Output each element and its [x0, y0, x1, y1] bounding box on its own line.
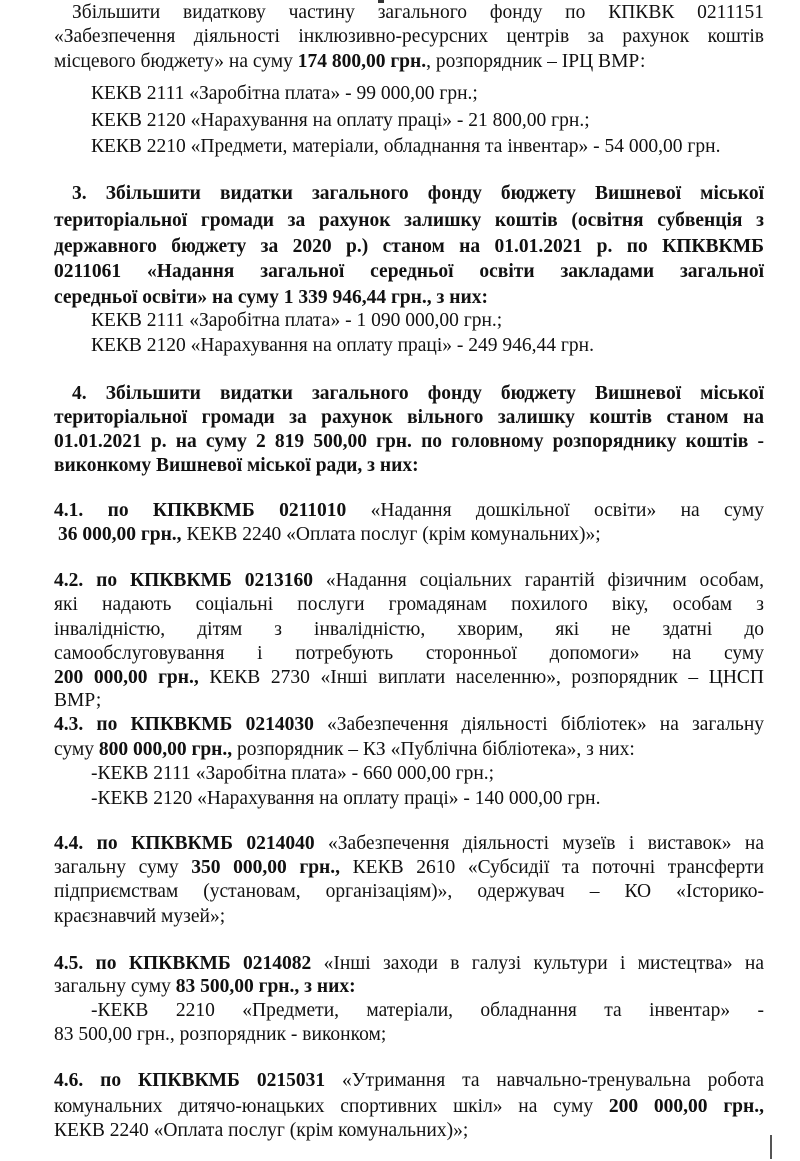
text-line	[91, 763, 691, 785]
bold-text: державного бюджету за 2020 р.) станом на 01.01.2021 р. по КПКВКМБ	[54, 236, 764, 257]
text-line	[54, 690, 254, 712]
text-line	[54, 431, 764, 453]
text-span: які надають соціальні послуги громадянам похилого віку, особам з	[54, 594, 764, 615]
text-line	[54, 667, 764, 689]
text-line	[72, 383, 764, 405]
text-line	[54, 455, 654, 477]
text-line	[54, 210, 764, 232]
text-line	[54, 643, 764, 665]
text-span: загальну суму	[54, 857, 192, 878]
bold-text: 4.6. по КПКВКМБ 0215031	[54, 1070, 326, 1091]
text-line	[54, 261, 764, 283]
text-line	[91, 1000, 764, 1022]
text-line	[54, 287, 654, 309]
text-span: КЕКВ 2240 «Оплата послуг (крім комунальних)»;	[54, 1120, 469, 1141]
bold-text: територіальної громади за рахунок залишку коштів (освітня субвенція з	[54, 210, 764, 231]
text-line	[54, 619, 764, 641]
text-span: Збільшити видаткову частину загального фонду по КПКВК 0211151	[72, 2, 764, 23]
text-span: КЕКВ 2210 «Предмети, матеріали, обладнання та інвентар» - 54 000,00 грн.	[91, 136, 721, 157]
text-line	[91, 788, 691, 810]
bold-text: 4.1. по КПКВКМБ 0211010	[54, 500, 347, 521]
bold-text: територіальної громади за рахунок вільного залишку коштів станом на	[54, 407, 764, 428]
text-span: «Утримання та навчально-тренувальна робота	[325, 1070, 764, 1091]
text-span: , розпорядник – ІРЦ ВМР:	[426, 51, 646, 72]
scan-edge-mark	[770, 1135, 772, 1159]
text-line	[54, 857, 764, 879]
bold-text: 200 000,00 грн.,	[54, 667, 199, 688]
bold-text: 800 000,00 грн.,	[98, 739, 233, 760]
text-line	[54, 1070, 764, 1092]
text-line	[91, 310, 691, 332]
text-span: розпорядник – КЗ «Публічна бібліотека», з них:	[232, 739, 635, 760]
text-line	[54, 51, 694, 73]
text-line	[54, 1096, 764, 1118]
text-line	[54, 833, 764, 855]
bold-text: 01.01.2021 р. на суму 2 819 500,00 грн. по головному розпоряднику коштів -	[54, 431, 764, 452]
bold-text: 200 000,00 грн.,	[608, 1096, 765, 1117]
text-line	[91, 110, 691, 132]
text-line	[54, 500, 764, 522]
text-line	[54, 953, 764, 975]
text-line	[91, 83, 691, 105]
text-span: загальну суму	[54, 976, 176, 997]
text-span: «Забезпечення діяльності бібліотек» на загальну	[313, 714, 764, 735]
text-line	[58, 524, 698, 546]
text-span: КЕКВ 2730 «Інші виплати населенню», розпорядник – ЦНСП	[198, 667, 764, 688]
text-span: підприємствам (установам, організаціям)», одержувач – КО «Історико-	[54, 881, 764, 902]
text-line	[91, 136, 771, 158]
text-span: «Забезпечення діяльності інклюзивно-ресурсних центрів за рахунок коштів	[54, 26, 764, 47]
text-line	[54, 594, 764, 616]
text-span: «Надання дошкільної освіти» на суму	[346, 500, 764, 521]
text-line	[54, 906, 454, 928]
text-line	[54, 26, 764, 48]
text-line	[54, 570, 764, 592]
text-line	[72, 183, 764, 205]
text-line	[72, 2, 764, 24]
bold-text: 350 000,00 грн.,	[191, 857, 341, 878]
text-span: «Інші заходи в галузі культури і мистецтва» на	[311, 953, 764, 974]
text-line	[54, 236, 764, 258]
text-span: ВМР;	[54, 690, 102, 711]
text-span: КЕКВ 2111 «Заробітна плата» - 99 000,00 грн.;	[91, 83, 478, 104]
text-span: суму	[54, 739, 99, 760]
bold-text: 4.5. по КПКВКМБ 0214082	[54, 953, 312, 974]
text-span: «Надання соціальних гарантій фізичним особам,	[312, 570, 764, 591]
text-line	[54, 976, 654, 998]
text-span: самообслуговування і потребують сторонньої допомоги» на суму	[54, 643, 764, 664]
text-line	[54, 714, 764, 736]
text-span: інвалідністю, дітям з інвалідністю, хворим, які не здатні до	[54, 619, 764, 640]
text-span: КЕКВ 2120 «Нарахування на оплату праці» - 21 800,00 грн.;	[91, 110, 590, 131]
bold-text: середньої освіти» на суму 1 339 946,44 грн., з них:	[54, 287, 488, 308]
bold-text: 4.3. по КПКВКМБ 0214030	[54, 714, 314, 735]
text-span: -КЕКВ 2210 «Предмети, матеріали, обладнання та інвентар» -	[91, 1000, 764, 1021]
text-span: -КЕКВ 2111 «Заробітна плата» - 660 000,00 грн.;	[91, 763, 495, 784]
text-span: комунальних дитячо-юнацьких спортивних шкіл» на суму	[54, 1096, 609, 1117]
text-span: КЕКВ 2240 «Оплата послуг (крім комунальних)»;	[181, 524, 601, 545]
text-span: 83 500,00 грн., розпорядник - виконком;	[54, 1024, 387, 1045]
bold-text: 4.2. по КПКВКМБ 0213160	[54, 570, 313, 591]
text-span: КЕКВ 2111 «Заробітна плата» - 1 090 000,00 грн.;	[91, 310, 503, 331]
text-span: краєзнавчий музей»;	[54, 906, 226, 927]
bold-text: 174 800,00 грн.	[297, 51, 427, 72]
text-line	[54, 881, 764, 903]
text-line	[54, 407, 764, 429]
bold-text: 36 000,00 грн.,	[58, 524, 182, 545]
text-span: «Забезпечення діяльності музеїв і виставок» на	[314, 833, 764, 854]
text-line	[54, 1120, 654, 1142]
text-line	[54, 739, 754, 761]
bold-text: 83 500,00 грн., з них:	[175, 976, 356, 997]
text-span: місцевого бюджету» на суму	[54, 51, 298, 72]
bold-text: 0211061 «Надання загальної середньої освіти закладами загальної	[54, 261, 764, 282]
text-span: КЕКВ 2120 «Нарахування на оплату праці» - 249 946,44 грн.	[91, 335, 594, 356]
text-line	[91, 335, 691, 357]
text-span: КЕКВ 2610 «Субсидії та поточні трансферти	[340, 857, 764, 878]
text-line	[54, 1024, 654, 1046]
bold-text: виконкому Вишневої міської ради, з них:	[54, 455, 419, 476]
bold-text: 4.4. по КПКВКМБ 0214040	[54, 833, 315, 854]
bold-text: 4. Збільшити видатки загального фонду бюджету Вишневої міської	[72, 383, 764, 404]
bold-text: 3. Збільшити видатки загального фонду бюджету Вишневої міської	[72, 183, 764, 204]
text-span: -КЕКВ 2120 «Нарахування на оплату праці» - 140 000,00 грн.	[91, 788, 601, 809]
